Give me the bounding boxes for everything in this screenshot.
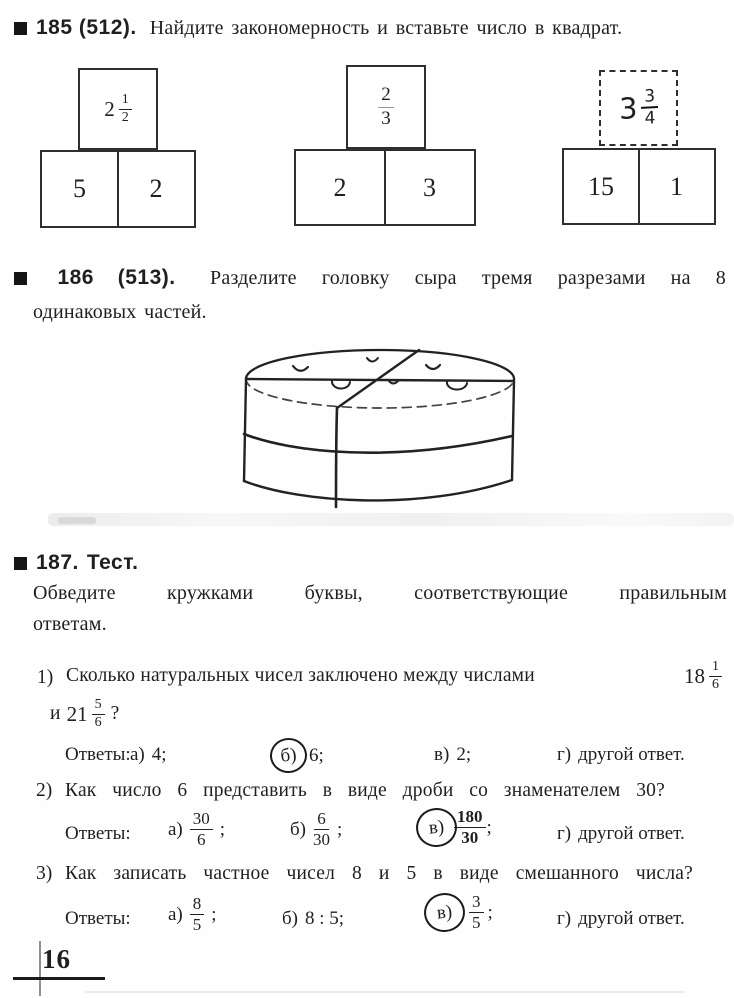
- mixed-whole: 18: [684, 663, 705, 688]
- option-1v: [434, 744, 471, 766]
- problem-185-header: [14, 16, 726, 40]
- fraction-denominator: 6: [94, 714, 102, 730]
- conjunction: и: [50, 703, 61, 724]
- option-3v-circled: [424, 893, 493, 932]
- question1-line1: [66, 655, 722, 697]
- option-suffix: ;: [219, 818, 226, 840]
- option-value: другой ответ.: [578, 908, 685, 929]
- fraction-numerator: 8: [190, 895, 205, 915]
- footer-rule: [13, 977, 105, 980]
- option-letter: в): [435, 900, 453, 924]
- instruction-line1: Обведите кружками буквы, соответствующие правильным: [33, 582, 727, 604]
- fraction-denominator: 6: [197, 830, 206, 850]
- option-2a: [168, 810, 225, 849]
- option-3g: [557, 908, 685, 930]
- option-1a: [130, 744, 167, 766]
- pyramid-diagram-3: [562, 62, 717, 227]
- question3-text: Как записать частное чисел 8 и 5 в виде смешанного числа?: [65, 863, 693, 884]
- question2-number: 2): [36, 780, 53, 801]
- fraction-denominator: 3: [381, 107, 391, 129]
- mixed-number-18-1-6: [684, 660, 722, 693]
- fraction-numerator: 3: [469, 893, 484, 913]
- option-value: 4;: [151, 744, 167, 765]
- option-suffix: ;: [486, 816, 492, 838]
- option-1g: [557, 744, 685, 766]
- option-value: другой ответ.: [578, 823, 685, 844]
- section-marker-square-icon: [14, 557, 27, 570]
- question1-number: 1): [37, 667, 54, 688]
- option-letter: б): [282, 908, 298, 929]
- question3-number: 3): [36, 863, 53, 884]
- fraction-denominator: 6: [712, 676, 719, 692]
- fraction-numerator: 1: [709, 660, 722, 677]
- option-suffix: ;: [211, 903, 217, 925]
- scan-smudge-blob: [58, 517, 96, 524]
- diagram1-top-box: [78, 68, 158, 150]
- instruction-line2: ответам.: [33, 613, 107, 635]
- option-letter: в): [427, 815, 445, 839]
- diagram2-right-cell: 3: [384, 149, 476, 226]
- fraction-numerator: 2: [378, 85, 394, 107]
- fraction-numerator: 5: [92, 698, 105, 715]
- diagram2-top-value: [378, 85, 394, 128]
- option-letter: г): [557, 908, 572, 929]
- scan-smudge: [48, 513, 734, 526]
- diagram3-left-cell: 15: [562, 148, 640, 225]
- answers-label: Ответы:: [65, 823, 131, 844]
- diagram3-top-value-handwritten: [619, 87, 659, 129]
- problem-185-text: Найдите закономерность и вставьте число в квадрат.: [149, 17, 623, 39]
- diagram3-right-cell: 1: [638, 148, 716, 225]
- scan-bottom-edge: [85, 991, 685, 993]
- mixed-number-21-5-6: [67, 698, 105, 731]
- mixed-whole: 3: [618, 91, 638, 127]
- option-value: 6;: [309, 744, 324, 766]
- answers-row-3: [0, 891, 734, 945]
- option-letter: г): [557, 744, 572, 765]
- problem-186-number: 186 (513).: [57, 266, 176, 289]
- fraction-denominator: 5: [192, 915, 202, 935]
- answer-circle: [269, 736, 309, 774]
- option-3b: [282, 908, 344, 930]
- section-marker-square-icon: [14, 22, 27, 35]
- problem-187-header: [14, 551, 152, 575]
- problem-187-title: Тест.: [86, 551, 139, 574]
- diagram2-left-cell: 2: [294, 149, 386, 226]
- problem-187-number: 187.: [36, 551, 79, 574]
- option-letter: а): [168, 903, 183, 925]
- option-value: 8 : 5;: [305, 908, 345, 929]
- mixed-whole: 2: [104, 96, 115, 121]
- pyramid-diagram-1: [40, 68, 198, 233]
- option-letter: б): [279, 743, 298, 767]
- option-2g: [557, 823, 685, 845]
- diagram2-top-box: [346, 65, 426, 149]
- pyramid-diagram-2: [294, 65, 478, 230]
- option-3a: [168, 895, 217, 934]
- fraction-denominator: 2: [121, 109, 129, 125]
- diagram1-bottom-row: [40, 150, 196, 228]
- fraction-denominator: 30: [461, 828, 479, 848]
- fraction: [92, 698, 105, 731]
- option-2b: [290, 810, 342, 849]
- fraction: [709, 660, 722, 693]
- diagram1-left-cell: 5: [40, 150, 119, 228]
- question1-line2: [50, 694, 120, 734]
- fraction-denominator: 4: [644, 108, 656, 129]
- fraction: [313, 810, 330, 849]
- fraction-numerator: 3: [641, 87, 658, 109]
- diagram1-top-value: [104, 93, 132, 126]
- fraction-denominator: 30: [313, 830, 330, 850]
- question2-text: Как число 6 представить в виде дроби со знаменателем 30?: [65, 780, 665, 801]
- fraction-numerator: 30: [190, 810, 213, 830]
- diagram1-right-cell: 2: [117, 150, 196, 228]
- answers-row-1: [0, 738, 734, 776]
- fraction: [641, 87, 659, 128]
- option-letter: а): [168, 818, 183, 840]
- option-2v-circled: [416, 808, 492, 847]
- diagram2-bottom-row: [294, 149, 476, 226]
- option-1b-circled: [270, 738, 324, 773]
- mixed-whole: 21: [66, 701, 88, 726]
- cheese-wheel-drawing: [240, 340, 520, 512]
- answer-circle: [422, 891, 466, 933]
- option-suffix: ;: [487, 901, 493, 923]
- diagram3-top-box: [599, 70, 678, 146]
- problem-186-text-line1: Разделите головку сыра тремя разрезами на 8: [210, 267, 726, 289]
- option-letter: в): [434, 744, 450, 765]
- fraction: [469, 893, 484, 932]
- answers-label: Ответы:: [65, 908, 131, 929]
- fraction-numerator: 180: [454, 808, 486, 828]
- fraction: [190, 810, 213, 849]
- page-number: 16: [42, 944, 71, 974]
- problem-186-text-line2: одинаковых частей.: [33, 301, 207, 323]
- question-mark: ?: [110, 703, 120, 724]
- answer-circle: [414, 806, 458, 848]
- problem-185-number: 185 (512).: [36, 16, 137, 39]
- fraction-denominator: 5: [472, 913, 481, 933]
- option-value: другой ответ.: [578, 744, 685, 765]
- fraction-numerator: 6: [314, 810, 329, 830]
- problem-186-header: [14, 266, 726, 290]
- option-value: 2;: [456, 744, 472, 765]
- section-marker-square-icon: [14, 272, 27, 285]
- option-letter: б): [290, 818, 306, 840]
- scan-vertical-mark: [39, 941, 41, 996]
- option-letter: г): [557, 823, 572, 844]
- fraction-numerator: 1: [119, 93, 132, 110]
- answers-row-2: [0, 808, 734, 860]
- question1-text: Сколько натуральных чисел заключено между числами: [66, 665, 535, 686]
- option-letter: а): [130, 744, 145, 765]
- diagram3-bottom-row: [562, 148, 716, 225]
- option-suffix: ;: [337, 818, 343, 840]
- fraction: [119, 93, 132, 126]
- fraction: [454, 808, 486, 847]
- fraction: [190, 895, 205, 934]
- answers-label: Ответы:: [65, 744, 131, 765]
